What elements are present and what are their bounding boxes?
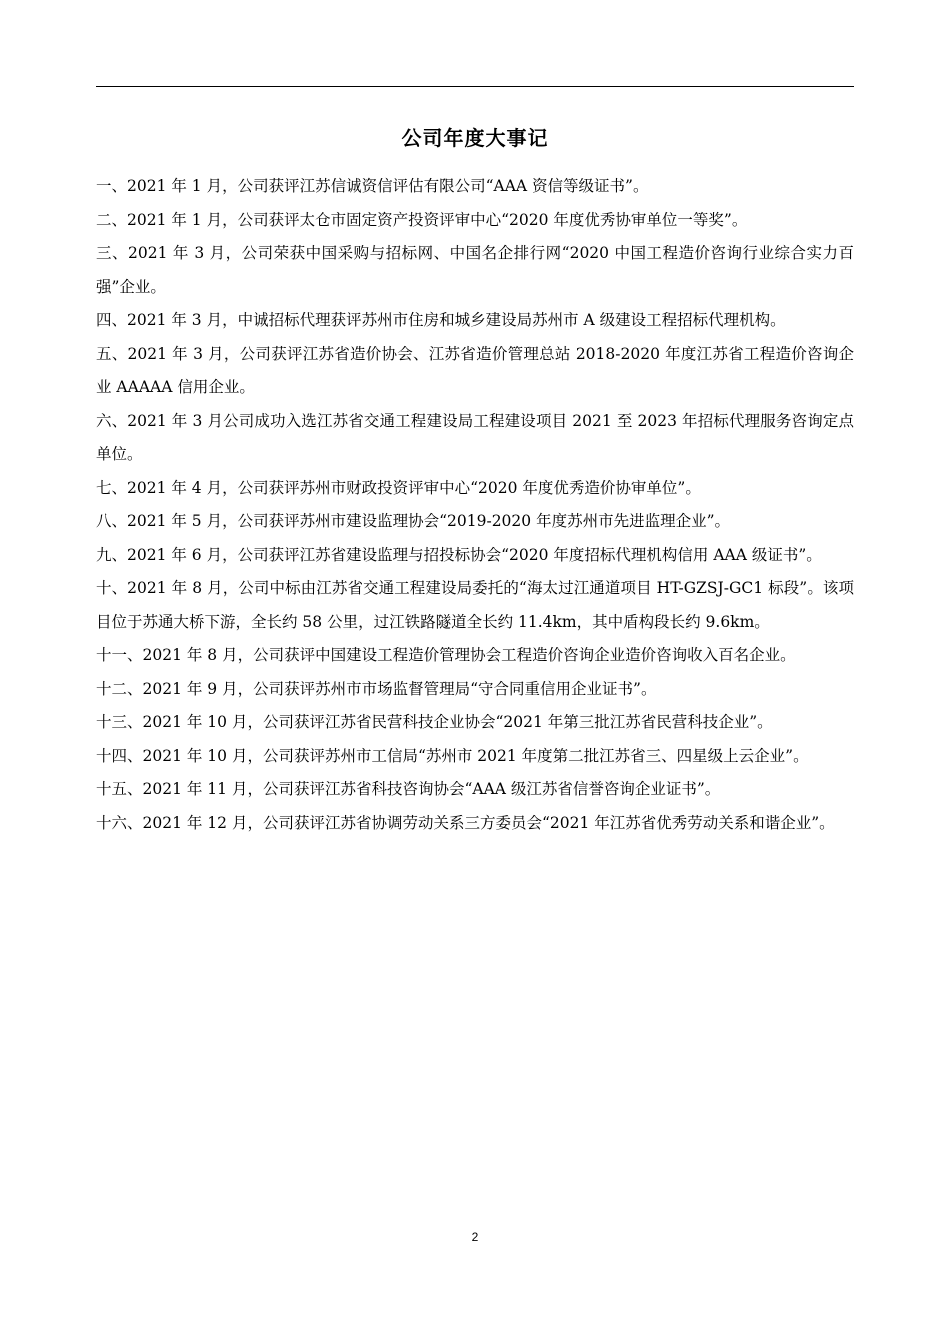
event-item: 十二、2021 年 9 月，公司获评苏州市市场监督管理局“守合同重信用企业证书”。 — [96, 679, 657, 698]
event-item: 四、2021 年 3 月，中诚招标代理获评苏州市住房和城乡建设局苏州市 A 级建设工程招标代理机构。 — [96, 311, 786, 329]
event-item: 十六、2021 年 12 月，公司获评江苏省协调劳动关系三方委员会“2021 年江苏省优秀劳动关系和谐企业”。 — [96, 813, 835, 832]
event-item: 十五、2021 年 11 月，公司获评江苏省科技咨询协会“AAA 级江苏省信誉咨询企业证书”。 — [96, 780, 721, 798]
event-item: 十四、2021 年 10 月，公司获评苏州市工信局“苏州市 2021 年度第二批江苏省三、四星级上云企业”。 — [96, 746, 809, 765]
event-item: 五、2021 年 3 月，公司获评江苏省造价协会、江苏省造价管理总站 2018-2020 年度江苏省工程造价咨询企业 AAAAA 信用企业。 — [96, 344, 854, 396]
event-item: 一、2021 年 1 月，公司获评江苏信诚资信评估有限公司“AAA 资信等级证书”。 — [96, 177, 649, 195]
event-item: 七、2021 年 4 月，公司获评苏州市财政投资评审中心“2020 年度优秀造价协审单位”。 — [96, 478, 701, 497]
event-item: 八、2021 年 5 月，公司获评苏州市建设监理协会“2019-2020 年度苏州市先进监理企业”。 — [96, 512, 730, 530]
event-item: 二、2021 年 1 月，公司获评太仓市固定资产投资评审中心“2020 年度优秀协审单位一等奖”。 — [96, 210, 748, 229]
header-rule — [96, 86, 854, 87]
event-item: 十一、2021 年 8 月，公司获评中国建设工程造价管理协会工程造价咨询企业造价咨询收入百名企业。 — [96, 646, 796, 664]
event-item: 九、2021 年 6 月，公司获评江苏省建设监理与招投标协会“2020 年度招标代理机构信用 AAA 级证书”。 — [96, 545, 822, 564]
event-item: 十三、2021 年 10 月，公司获评江苏省民营科技企业协会“2021 年第三批江苏省民营科技企业”。 — [96, 713, 773, 731]
event-item: 六、2021 年 3 月公司成功入选江苏省交通工程建设局工程建设项目 2021 至 2023 年招标代理服务咨询定点单位。 — [96, 411, 854, 463]
page-title: 公司年度大事记 — [401, 126, 549, 150]
event-item: 十、2021 年 8 月，公司中标由江苏省交通工程建设局委托的“海太过江通道项目 HT-GZSJ-GC1 标段”。该项目位于苏通大桥下游，全长约 58 公里，过江铁路隧道全长约 11.4km，其中盾构段长约 9.6km。 — [96, 579, 854, 631]
page-number: 2 — [471, 1230, 479, 1244]
event-item: 三、2021 年 3 月，公司荣获中国采购与招标网、中国名企排行网“2020 中国工程造价咨询行业综合实力百强”企业。 — [96, 244, 854, 296]
events-list — [96, 170, 854, 840]
